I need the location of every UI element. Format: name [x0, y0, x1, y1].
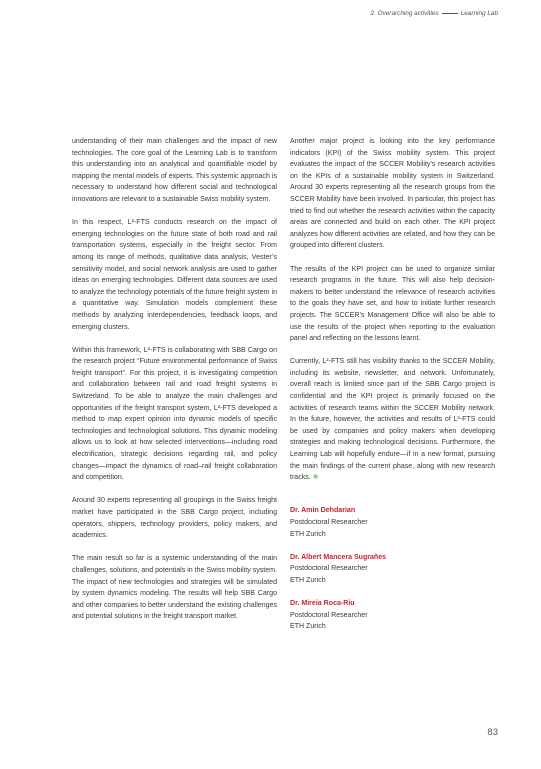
- paragraph: understanding of their main challenges and the impact of new technologies. The core goal of the Learning Lab is to transform this understanding into an analytical and quantifiable model by mapping the mental models of experts. This systemic approach is necessary to understand how different social and technological innovations are relevant to a sustainable Swiss mobility system.: [72, 138, 277, 203]
- paragraph-last: [290, 356, 495, 484]
- author-affiliation: ETH Zurich: [290, 530, 326, 538]
- paragraph: Around 30 experts representing all groupings in the Swiss freight market have participated in the SBB Cargo project, including operators, shippers, technology providers, policy makers, and academics.: [72, 497, 277, 540]
- paragraph-text: Currently, L²-FTS still has visibility thanks to the SCCER Mobility, including its website, newsletter, and network. Unfortunately, overall reach is limited since part of the SBB Cargo project is confidential and the KPI project is primarily focused on the activities of research teams within the SCCER Mobility network. In the future, however, the activities and results of L²-FTS could be used by companies and policy makers when developing strategies and making technological decisions. Furthermore, the Learning Lab will hopefully endure—if in a new format, pursuing the main findings of the current phase, along with new research tracks.: [290, 358, 495, 482]
- author-role: Postdoctoral Researcher: [290, 611, 368, 619]
- author-name: Dr. Albert Mancera Sugrañes: [290, 553, 387, 561]
- author-affiliation: ETH Zurich: [290, 576, 326, 584]
- author-affiliation: ETH Zurich: [290, 623, 326, 631]
- header-topic: Learning Lab: [460, 10, 498, 17]
- running-header: [370, 10, 498, 17]
- left-column: [72, 136, 277, 635]
- spacer: [290, 495, 495, 505]
- author-block: [290, 598, 495, 633]
- paragraph: In this respect, L²-FTS conducts research on the impact of emerging technologies on the future state of both road and rail transportation systems, especially in the freight sector. From among its range of methods, qualitative data analysis, Vester’s sensitivity model, and social network analysis are used to gather ideas on emerging technologies. Different data sources are used to analyze the technology potentials of the future freight system in a quantitative way. Simulation models complement these methods by analyzing interdependencies, feedback loops, and emerging clusters.: [72, 219, 277, 331]
- author-role: Postdoctoral Researcher: [290, 565, 368, 573]
- author-role: Postdoctoral Researcher: [290, 519, 368, 526]
- right-column: [290, 136, 495, 645]
- paragraph: Within this framework, L²-FTS is collaborating with SBB Cargo on the research project “Future environmental performance of Swiss freight transport”. For this project, it is investigating competition and collaboration between rail and road freight systems in Switzerland. To be able to analyze the main challenges and opportunities of the freight transport system, L²-FTS developed a method to map expert opinion into dynamic models of specific technologies and technological solutions. This dynamic modeling allows us to look at how selected interventions—including road electrification, strategic decisions regarding rail, and policy changes—impact the dynamics of road–rail freight collaboration and competition.: [72, 346, 277, 482]
- author-block: [290, 552, 495, 587]
- author-block: [290, 505, 495, 540]
- page-number: 83: [487, 727, 498, 738]
- header-section: 2. Overarching activities: [370, 10, 439, 17]
- paragraph: The results of the KPI project can be used to organize similar research programs in the future. This will also help decision-makers to better understand the relevance of research activities to the goals they have set, and how to initiate further research projects. The SCCER’s Management Office will also be able to use the results of the project when reporting to the evaluation panel and reflecting on the lessons learnt.: [290, 265, 495, 343]
- author-name: Dr. Mireia Roca-Riu: [290, 600, 355, 608]
- author-name: Dr. Amin Dehdarian: [290, 507, 356, 515]
- paragraph: Another major project is looking into the key performance indicators (KPI) of the Swiss mobility system. This project evaluates the impact of the SCCER Mobility’s research activities on the KPIs of a sustainable mobility system in Switzerland. Around 30 experts representing all the research groups from the SCCER Mobility have been involved. In particular, this project has tried to find out whether the research activities within the capacity areas are connected and build on each other. The KPI project analyzes how different activities are related, and how they can be grouped into different clusters.: [290, 138, 495, 250]
- paragraph: The main result so far is a systemic understanding of the main challenges, solutions, and potentials in the Swiss mobility system. The impact of new technologies and strategies will be simulated by system dynamics modeling. The results will help SBB Cargo and other companies to better understand the existing challenges and potential solutions in the freight transport market.: [72, 555, 277, 621]
- leaf-icon: ❋: [312, 474, 319, 482]
- header-rule: [442, 13, 458, 14]
